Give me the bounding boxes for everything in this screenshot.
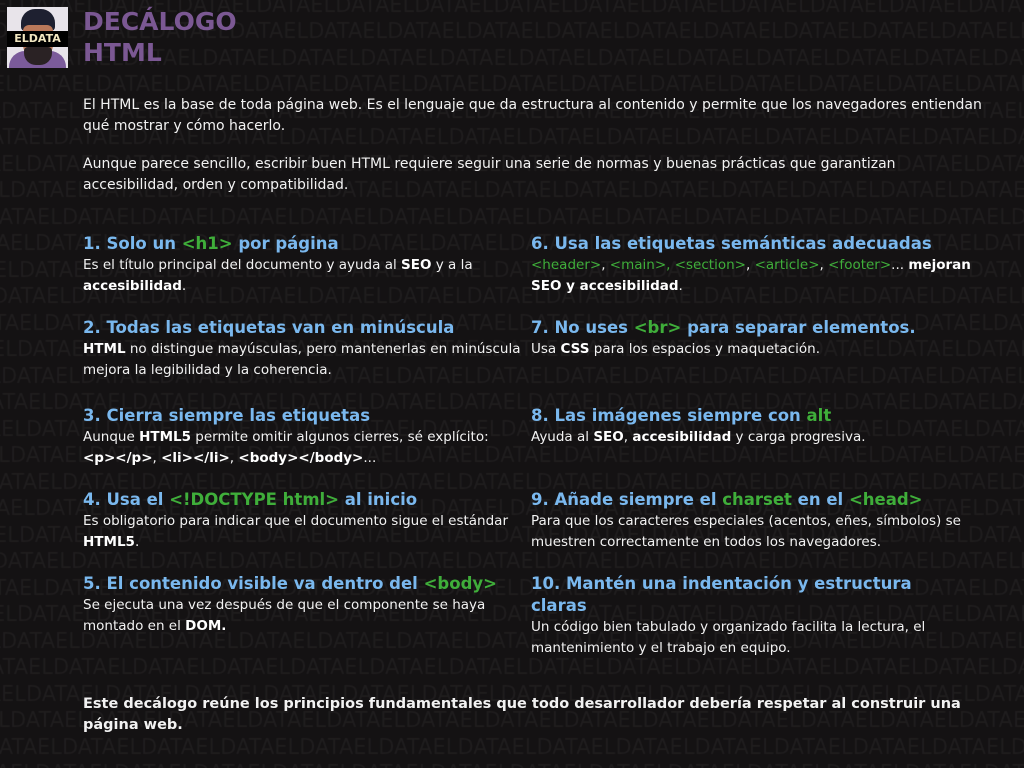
text: por página bbox=[232, 234, 339, 253]
closing-statement: Este decálogo reúne los principios fundamentales que todo desarrollador debería respetar al construir una página web. bbox=[83, 696, 961, 733]
rule-heading bbox=[83, 573, 523, 595]
rule-item-7 bbox=[531, 317, 971, 360]
text: , bbox=[229, 450, 239, 466]
text: Es obligatorio para indicar que el documento sigue el estándar bbox=[83, 513, 508, 529]
code-snippet: <head> bbox=[848, 490, 923, 509]
text: Ayuda al bbox=[531, 429, 594, 445]
code-snippet: <article> bbox=[754, 257, 820, 273]
text: 8. Las imágenes siempre con bbox=[531, 406, 807, 425]
intro-paragraph-2: Aunque parece sencillo, escribir buen HTML requiere seguir una serie de normas y buenas prácticas que garantizan accesibilidad, orden y compatibilidad. bbox=[83, 156, 896, 193]
rule-description bbox=[83, 595, 523, 637]
text: , bbox=[745, 257, 755, 273]
bold-text: <body></body> bbox=[238, 450, 364, 466]
text: . bbox=[181, 278, 187, 294]
text: 3. Cierra siempre las etiquetas bbox=[83, 406, 371, 425]
rule-description bbox=[531, 339, 971, 360]
text: , bbox=[601, 257, 610, 273]
text: 9. Añade siempre el bbox=[531, 490, 723, 509]
bold-text: <li></li> bbox=[161, 450, 230, 466]
rule-item-4 bbox=[83, 489, 523, 553]
text: Un código bien tabulado y organizado facilita la lectura, el mantenimiento y el trabajo en equipo. bbox=[531, 619, 926, 656]
rule-heading bbox=[83, 405, 523, 427]
text: 4. Usa el bbox=[83, 490, 170, 509]
rule-description bbox=[531, 617, 971, 659]
code-snippet: <h1> bbox=[181, 234, 233, 253]
rule-description bbox=[83, 427, 523, 469]
code-snippet: <footer> bbox=[828, 257, 892, 273]
bold-text: mejoran SEO y accesibilidad bbox=[531, 257, 971, 294]
code-snippet: <!DOCTYPE html> bbox=[169, 490, 339, 509]
text: para los espacios y maquetación. bbox=[589, 341, 820, 357]
text: Para que los caracteres especiales (acentos, eñes, símbolos) se muestren correctamente en todos los navegadores. bbox=[531, 513, 961, 550]
rule-heading bbox=[531, 489, 971, 511]
text: . bbox=[134, 534, 140, 550]
page-title bbox=[83, 6, 237, 68]
rule-heading bbox=[83, 233, 523, 255]
code-snippet: alt bbox=[806, 406, 832, 425]
code-snippet: <body> bbox=[423, 574, 497, 593]
bold-text: SEO bbox=[593, 429, 624, 445]
text: y a la bbox=[431, 257, 473, 273]
code-snippet: <header> bbox=[531, 257, 602, 273]
rule-description bbox=[83, 255, 523, 297]
text: al inicio bbox=[339, 490, 418, 509]
text: Usa bbox=[531, 341, 561, 357]
code-snippet: <main>, <section> bbox=[609, 257, 746, 273]
text: Se ejecuta una vez después de que el componente se haya montado en el bbox=[83, 597, 486, 634]
rule-item-6 bbox=[531, 233, 971, 297]
bold-text: SEO bbox=[401, 257, 432, 273]
text: 2. Todas las etiquetas van en minúscula bbox=[83, 318, 455, 337]
text: , bbox=[623, 429, 633, 445]
rule-item-2 bbox=[83, 317, 523, 381]
bold-text: accesibilidad bbox=[83, 278, 182, 294]
text: Aunque bbox=[83, 429, 140, 445]
rule-description bbox=[531, 255, 971, 297]
bold-text: accesibilidad bbox=[632, 429, 732, 445]
rule-item-9 bbox=[531, 489, 971, 553]
title-line-2: HTML bbox=[83, 38, 162, 67]
rule-heading bbox=[83, 317, 523, 339]
rule-item-10 bbox=[531, 573, 971, 659]
code-snippet: charset bbox=[722, 490, 792, 509]
bold-text: <p></p> bbox=[83, 450, 153, 466]
text: , bbox=[152, 450, 162, 466]
bold-text: HTML5 bbox=[139, 429, 192, 445]
text: . bbox=[678, 278, 683, 294]
rule-item-3 bbox=[83, 405, 523, 469]
bold-text: HTML5 bbox=[83, 534, 135, 550]
bold-text: DOM. bbox=[185, 618, 227, 634]
rule-item-5 bbox=[83, 573, 523, 637]
text: ... bbox=[363, 450, 377, 466]
title-line-1: DECÁLOGO bbox=[83, 7, 237, 36]
intro-paragraph-1: El HTML es la base de toda página web. Es el lenguaje que da estructura al contenido y permite que los navegadores entiendan qué mostrar y cómo hacerlo. bbox=[83, 97, 982, 134]
text: permite omitir algunos cierres, sé explícito: bbox=[191, 429, 489, 445]
bold-text: CSS bbox=[560, 341, 590, 357]
avatar-label: ELDATA bbox=[7, 31, 68, 47]
rule-item-1 bbox=[83, 233, 523, 297]
rule-heading bbox=[531, 233, 971, 255]
rule-heading bbox=[531, 405, 971, 427]
bold-text: HTML bbox=[83, 341, 126, 357]
rule-heading bbox=[83, 489, 523, 511]
code-snippet: <br> bbox=[633, 318, 682, 337]
text: Es el título principal del documento y ayuda al bbox=[83, 257, 402, 273]
rule-description bbox=[83, 511, 523, 553]
rule-description bbox=[531, 427, 971, 448]
rule-description bbox=[531, 511, 971, 553]
text: 6. Usa las etiquetas semánticas adecuadas bbox=[531, 234, 932, 253]
avatar-logo bbox=[7, 7, 68, 68]
rule-description bbox=[83, 339, 523, 381]
text: 7. No uses bbox=[531, 318, 634, 337]
text: no distingue mayúsculas, pero mantenerlas en minúscula mejora la legibilidad y la coherencia. bbox=[83, 341, 521, 378]
text: para separar elementos. bbox=[681, 318, 916, 337]
rule-heading bbox=[531, 573, 971, 617]
rule-item-8 bbox=[531, 405, 971, 448]
text: 1. Solo un bbox=[83, 234, 182, 253]
text: ... bbox=[891, 257, 909, 273]
text: y carga progresiva. bbox=[731, 429, 866, 445]
text: , bbox=[819, 257, 829, 273]
text: 5. El contenido visible va dentro del bbox=[83, 574, 424, 593]
text: en el bbox=[791, 490, 849, 509]
text: 10. Mantén una indentación y estructura claras bbox=[531, 574, 912, 615]
rule-heading bbox=[531, 317, 971, 339]
